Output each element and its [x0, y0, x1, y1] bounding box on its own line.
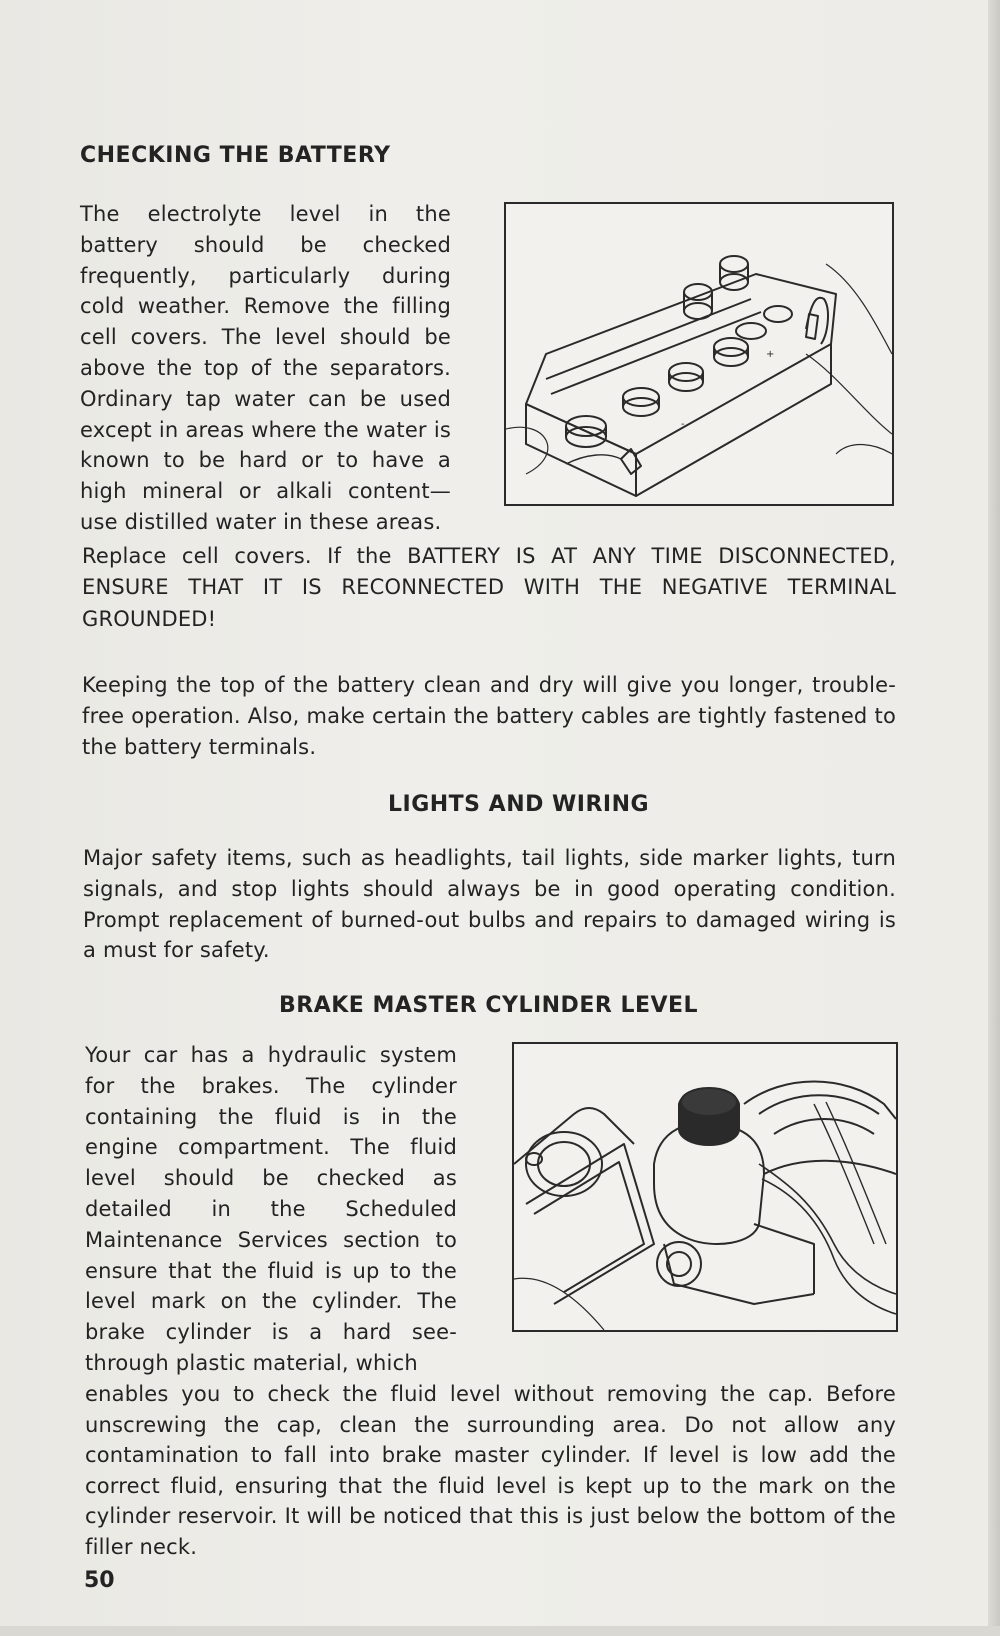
svg-text:+: +: [766, 349, 775, 360]
page-edge-bottom: [0, 1626, 1000, 1636]
battery-paragraph-cleaning: Keeping the top of the battery clean and dry will give you longer, trouble-free operation. Also, make certain the battery cables are tightly fastened to the battery terminals.: [82, 673, 896, 759]
brake-paragraph-wrapped: Your car has a hydraulic system for the brakes. The cylinder containing the fluid is in the engine compartment. The fluid level should be checked as detailed in the Scheduled Maintenance Services section to ensure that the fluid is up to the level mark on the cylinder. The brake cylinder is a hard see-through plastic material, which: [85, 1043, 457, 1375]
brake-cylinder-drawing: [514, 1044, 896, 1330]
lights-heading: LIGHTS AND WIRING: [388, 792, 650, 817]
svg-text:-: -: [681, 419, 685, 430]
battery-paragraph-wrapped: The electrolyte level in the battery should be checked frequently, particularly during cold weather. Remove the filling cell covers. The level should be above the top of the separators. Ordinary tap water can be used except in areas where the water is known to be hard or to have a high mineral or alkali content—use distilled water in these areas.: [80, 202, 451, 534]
brake-paragraph-continued: enables you to check the fluid level without removing the cap. Before unscrewing the cap, clean the surrounding area. Do not allow any contamination to fall into brake master cylinder. If level is low add the correct fluid, ensuring that the fluid level is kept up to the mark on the cylinder reservoir. It will be noticed that this is just below the bottom of the filler neck.: [85, 1382, 896, 1559]
lights-paragraph: Major safety items, such as headlights, tail lights, side marker lights, turn signals, and stop lights should always be in good operating condition. Prompt replacement of burned-out bulbs and repairs to damaged wiring is a must for safety.: [83, 846, 896, 963]
brake-cylinder-illustration: [512, 1042, 898, 1332]
battery-heading: CHECKING THE BATTERY: [80, 143, 391, 168]
page-number: 50: [84, 1568, 115, 1593]
brake-heading: BRAKE MASTER CYLINDER LEVEL: [279, 993, 699, 1018]
battery-paragraph-continued: Replace cell covers. If the BATTERY IS AT ANY TIME DISCONNECTED, ENSURE THAT IT IS RECONNECTED WITH THE NEGATIVE TERMINAL GROUNDED!: [82, 544, 896, 631]
battery-illustration: [504, 202, 894, 506]
battery-drawing: [506, 204, 892, 504]
page-edge-right: [988, 0, 1000, 1636]
